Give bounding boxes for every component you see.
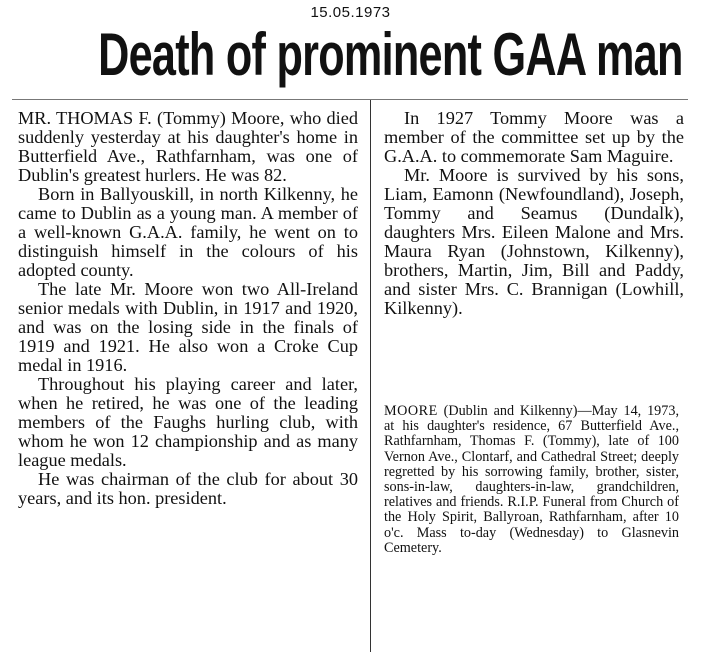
death-notice [384, 404, 679, 556]
death-notice-name: MOORE [384, 403, 438, 419]
article-paragraph: Mr. Moore is survived by his sons, Liam, Eamonn (Newfoundland), Joseph, Tommy and Seamus (Dundalk), daughters Mrs. Eileen Malone and Mrs. Maura Ryan (Johnstown, Kilkenny), brothers, Martin, Jim, Bill and Paddy, and sister Mrs. C. Brannigan (Lowhill, Kilkenny). [384, 165, 684, 318]
clipping-date: 15.05.1973 [310, 4, 391, 21]
death-notice-text: (Dublin and Kilkenny)—May 14, 1973, at his daughter's residence, 67 Butterfield Ave., Rathfarnham, Thomas F. (Tommy), late of 100 Vernon Ave., Clontarf, and Cathedral Street; deeply regretted by his sorrowing family, brother, sister, sons-in-law, daughters-in-law, grandchildren, relatives and friends. R.I.P. Funeral from Church of the Holy Spirit, Ballyroan, Rathfarnham, after 10 o'c. Mass to-day (Wednesday) to Glasnevin Cemetery. [384, 403, 680, 556]
article-paragraph: Born in Ballyouskill, in north Kilkenny, he came to Dublin as a young man. A member of a well-known G.A.A. family, he went on to distinguish himself in the colours of his adopted county. [18, 184, 358, 280]
article-paragraph: He was chairman of the club for about 30 years, and its hon. president. [18, 469, 358, 508]
death-notice-body [384, 404, 679, 556]
article-paragraph: MR. THOMAS F. (Tommy) Moore, who died suddenly yesterday at his daughter's home in Butterfield Ave., Rathfarnham, was one of Dublin's greatest hurlers. He was 82. [18, 108, 358, 185]
headline-divider [12, 99, 688, 100]
headline: Death of prominent GAA man [98, 21, 683, 88]
column-divider [370, 100, 371, 652]
article-right-column [384, 109, 684, 318]
article-paragraph: In 1927 Tommy Moore was a member of the committee set up by the G.A.A. to commemorate Sam Maguire. [384, 108, 684, 166]
article-paragraph: The late Mr. Moore won two All-Ireland senior medals with Dublin, in 1917 and 1920, and was on the losing side in the finals of 1919 and 1921. He also won a Croke Cup medal in 1916. [18, 279, 358, 375]
article-paragraph: Throughout his playing career and later, when he retired, he was one of the leading members of the Faughs hurling club, with whom he won 12 championship and as many league medals. [18, 374, 358, 470]
article-left-column [18, 109, 358, 508]
